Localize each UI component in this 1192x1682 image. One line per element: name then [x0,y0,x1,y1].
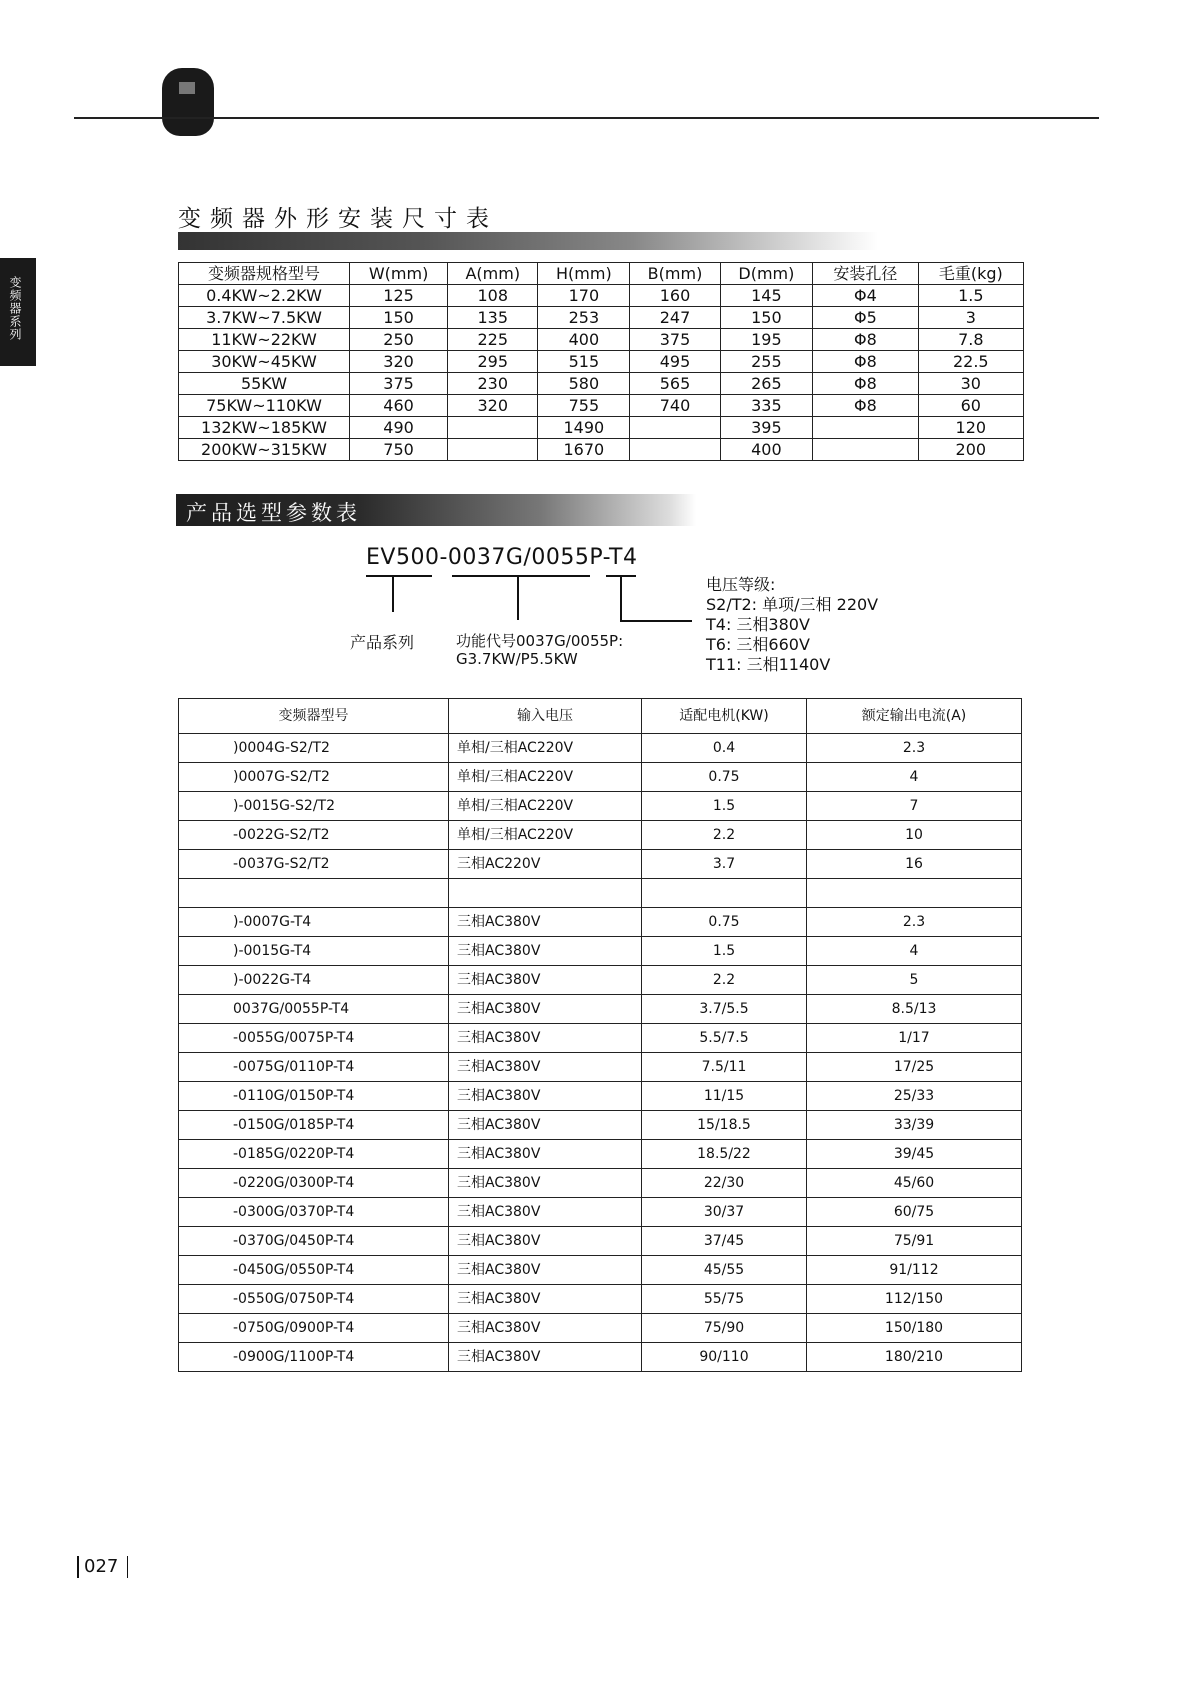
spec-cell: 17/25 [807,1053,1022,1082]
spec-row [179,966,1022,995]
dims-cell: 108 [448,285,538,307]
spec-cell: -0075G/0110P-T4 [179,1053,449,1082]
dims-cell: 250 [350,329,448,351]
spec-cell: -0022G-S2/T2 [179,821,449,850]
spec-cell: 22/30 [642,1169,807,1198]
dims-cell: Φ5 [813,307,919,329]
spec-cell: 5.5/7.5 [642,1024,807,1053]
dims-cell: 565 [630,373,720,395]
header-tab [162,68,214,136]
dims-cell: 395 [720,417,812,439]
spec-header-cell: 变频器型号 [179,699,449,734]
spec-cell: 0.75 [642,908,807,937]
spec-cell: -0037G-S2/T2 [179,850,449,879]
spec-header-cell: 输入电压 [449,699,642,734]
spec-cell: )-0015G-S2/T2 [179,792,449,821]
dims-cell: 253 [538,307,630,329]
spec-cell [449,879,642,908]
dims-cell: 195 [720,329,812,351]
dims-cell: 145 [720,285,812,307]
dims-cell: Φ8 [813,351,919,373]
spec-row [179,734,1022,763]
dims-cell [448,417,538,439]
spec-cell: 三相AC380V [449,937,642,966]
spec-cell: 18.5/22 [642,1140,807,1169]
spec-cell: 2.2 [642,821,807,850]
spec-cell: )0004G-S2/T2 [179,734,449,763]
dims-cell [813,417,919,439]
spec-cell: 11/15 [642,1082,807,1111]
spec-cell: -0110G/0150P-T4 [179,1082,449,1111]
side-tab-label: 变频器系列 [8,276,22,341]
dims-cell: 125 [350,285,448,307]
spec-cell: 单相/三相AC220V [449,763,642,792]
dims-cell: 375 [630,329,720,351]
dims-cell: 30KW~45KW [179,351,350,373]
spec-cell: -0150G/0185P-T4 [179,1111,449,1140]
spec-cell: 三相AC380V [449,1314,642,1343]
spec-cell: 三相AC380V [449,1111,642,1140]
dims-header-cell: 变频器规格型号 [179,263,350,285]
spec-cell: 16 [807,850,1022,879]
dims-row [179,395,1024,417]
dimensions-table [178,262,1024,461]
spec-cell: 4 [807,937,1022,966]
spec-row [179,937,1022,966]
spec-cell: )-0022G-T4 [179,966,449,995]
spec-row [179,1256,1022,1285]
spec-cell: )-0015G-T4 [179,937,449,966]
dims-cell: 265 [720,373,812,395]
section2-banner [176,494,696,526]
spec-cell: 180/210 [807,1343,1022,1372]
dims-cell [630,417,720,439]
dims-header-cell: B(mm) [630,263,720,285]
spec-cell: 3.7/5.5 [642,995,807,1024]
spec-row [179,821,1022,850]
spec-cell: 25/33 [807,1082,1022,1111]
spec-cell: 三相AC380V [449,1053,642,1082]
spec-cell: 91/112 [807,1256,1022,1285]
voltage-title: 电压等级: [706,575,776,594]
label-series: 产品系列 [350,633,415,652]
dims-row [179,351,1024,373]
spec-cell: 2.3 [807,908,1022,937]
dims-cell: 55KW [179,373,350,395]
dims-cell: 200 [918,439,1023,461]
spec-cell [807,879,1022,908]
spec-cell: 45/60 [807,1169,1022,1198]
spec-cell: 8.5/13 [807,995,1022,1024]
spec-cell: )-0007G-T4 [179,908,449,937]
dims-cell: 3 [918,307,1023,329]
spec-row [179,1053,1022,1082]
spec-cell: 三相AC380V [449,1256,642,1285]
spec-row [179,1169,1022,1198]
dims-header-row [179,263,1024,285]
spec-cell: -0220G/0300P-T4 [179,1169,449,1198]
leader-series [392,576,394,612]
spec-cell: -0550G/0750P-T4 [179,1285,449,1314]
spec-cell: 150/180 [807,1314,1022,1343]
spec-cell: 75/91 [807,1227,1022,1256]
dims-row [179,417,1024,439]
spec-row [179,1285,1022,1314]
dims-cell: 580 [538,373,630,395]
dims-cell: Φ4 [813,285,919,307]
spec-cell: 39/45 [807,1140,1022,1169]
voltage-line-2: T6: 三相660V [706,635,810,654]
spec-cell: 2.3 [807,734,1022,763]
dims-cell: 3.7KW~7.5KW [179,307,350,329]
dims-cell: 135 [448,307,538,329]
spec-cell: 三相AC380V [449,995,642,1024]
spec-cell: 33/39 [807,1111,1022,1140]
voltage-line-0: S2/T2: 单项/三相 220V [706,595,879,614]
model-code: EV500-0037G/0055P-T4 [366,545,638,570]
spec-row [179,763,1022,792]
label-function-2: G3.7KW/P5.5KW [456,650,578,668]
dims-cell: 75KW~110KW [179,395,350,417]
dims-cell: 150 [720,307,812,329]
dims-cell: 1670 [538,439,630,461]
voltage-line-3: T11: 三相1140V [706,655,831,674]
dims-cell: 132KW~185KW [179,417,350,439]
spec-row [179,1140,1022,1169]
dims-cell: 495 [630,351,720,373]
dims-cell: 225 [448,329,538,351]
spec-table [178,698,1022,1372]
spec-row [179,1111,1022,1140]
dims-cell: Φ8 [813,395,919,417]
dims-cell: 255 [720,351,812,373]
spec-cell: 三相AC380V [449,1082,642,1111]
dims-cell: 750 [350,439,448,461]
dims-cell: 320 [350,351,448,373]
spec-header-cell: 额定输出电流(A) [807,699,1022,734]
dims-cell: 460 [350,395,448,417]
spec-cell: 0.4 [642,734,807,763]
spec-row [179,1082,1022,1111]
dims-header-cell: D(mm) [720,263,812,285]
spec-cell [642,879,807,908]
spec-cell: 单相/三相AC220V [449,734,642,763]
dims-cell: 740 [630,395,720,417]
spec-cell: 7.5/11 [642,1053,807,1082]
dims-cell: 490 [350,417,448,439]
dims-cell: 515 [538,351,630,373]
spec-cell: 4 [807,763,1022,792]
spec-row [179,850,1022,879]
spec-cell: -0055G/0075P-T4 [179,1024,449,1053]
dims-cell: 320 [448,395,538,417]
dims-row [179,439,1024,461]
spec-cell: 单相/三相AC220V [449,821,642,850]
spec-cell: 1.5 [642,937,807,966]
spec-cell: 1/17 [807,1024,1022,1053]
dims-row [179,285,1024,307]
dims-cell: 22.5 [918,351,1023,373]
spec-cell: 55/75 [642,1285,807,1314]
spec-cell: 三相AC380V [449,1198,642,1227]
spec-row [179,1198,1022,1227]
spec-row [179,995,1022,1024]
dims-row [179,373,1024,395]
dims-cell: 400 [720,439,812,461]
spec-cell: 三相AC380V [449,966,642,995]
leader-function [517,576,519,620]
dims-header-cell: 毛重(kg) [918,263,1023,285]
spec-header-cell: 适配电机(KW) [642,699,807,734]
spec-cell: 三相AC380V [449,1024,642,1053]
voltage-line-1: T4: 三相380V [706,615,810,634]
spec-cell: 三相AC220V [449,850,642,879]
dims-cell: 1490 [538,417,630,439]
spec-cell: 30/37 [642,1198,807,1227]
section1-title-bar [178,232,878,250]
spec-cell: -0370G/0450P-T4 [179,1227,449,1256]
spec-row [179,1343,1022,1372]
dims-cell: 30 [918,373,1023,395]
spec-cell: 单相/三相AC220V [449,792,642,821]
page-number: 027 [84,1556,119,1577]
tab-logo-icon [179,82,195,94]
dims-cell: Φ8 [813,329,919,351]
section1-title: 变频器外形安装尺寸表 [178,206,498,232]
spec-cell: 60/75 [807,1198,1022,1227]
spec-cell: 三相AC380V [449,1285,642,1314]
dims-cell: 7.8 [918,329,1023,351]
dims-cell: 755 [538,395,630,417]
dims-cell [813,439,919,461]
spec-cell: 15/18.5 [642,1111,807,1140]
spec-row [179,792,1022,821]
section2-title: 产品选型参数表 [186,501,361,525]
spec-row [179,1024,1022,1053]
dims-cell: 0.4KW~2.2KW [179,285,350,307]
dims-header-cell: A(mm) [448,263,538,285]
spec-cell: 37/45 [642,1227,807,1256]
dims-cell: 60 [918,395,1023,417]
spec-cell: 112/150 [807,1285,1022,1314]
leader-voltage-h [620,620,692,622]
dims-cell: 170 [538,285,630,307]
dims-cell: 335 [720,395,812,417]
spec-cell: 三相AC380V [449,1140,642,1169]
spec-cell: 三相AC380V [449,1227,642,1256]
dims-cell: 150 [350,307,448,329]
code-underline-function [452,575,590,577]
spec-cell: 0037G/0055P-T4 [179,995,449,1024]
spec-cell: 1.5 [642,792,807,821]
spec-cell: 45/55 [642,1256,807,1285]
spec-row [179,879,1022,908]
spec-cell: -0450G/0550P-T4 [179,1256,449,1285]
leader-voltage [620,576,622,621]
spec-cell: 0.75 [642,763,807,792]
code-underline-series [366,575,432,577]
spec-cell: 75/90 [642,1314,807,1343]
spec-cell [179,879,449,908]
dims-row [179,329,1024,351]
spec-cell: )0007G-S2/T2 [179,763,449,792]
spec-row [179,1227,1022,1256]
dims-cell: 160 [630,285,720,307]
spec-cell: 3.7 [642,850,807,879]
spec-cell: 三相AC380V [449,1169,642,1198]
dims-cell: 375 [350,373,448,395]
dims-row [179,307,1024,329]
spec-cell: -0300G/0370P-T4 [179,1198,449,1227]
dims-cell: 400 [538,329,630,351]
dims-cell: 200KW~315KW [179,439,350,461]
dims-cell [448,439,538,461]
dims-header-cell: H(mm) [538,263,630,285]
spec-cell: 2.2 [642,966,807,995]
dims-cell: 120 [918,417,1023,439]
spec-cell: 10 [807,821,1022,850]
dims-header-cell: 安装孔径 [813,263,919,285]
dims-cell: 1.5 [918,285,1023,307]
spec-cell: 三相AC380V [449,1343,642,1372]
dims-header-cell: W(mm) [350,263,448,285]
dims-cell: 247 [630,307,720,329]
spec-cell: -0900G/1100P-T4 [179,1343,449,1372]
header-rule [74,117,1099,119]
dims-cell [630,439,720,461]
dims-cell: 230 [448,373,538,395]
dims-cell: Φ8 [813,373,919,395]
dims-cell: 295 [448,351,538,373]
dims-cell: 11KW~22KW [179,329,350,351]
spec-cell: 三相AC380V [449,908,642,937]
spec-cell: 7 [807,792,1022,821]
spec-cell: -0185G/0220P-T4 [179,1140,449,1169]
spec-row [179,1314,1022,1343]
spec-cell: 90/110 [642,1343,807,1372]
spec-cell: -0750G/0900P-T4 [179,1314,449,1343]
spec-row [179,908,1022,937]
spec-header-row [179,699,1022,734]
side-tab [0,258,36,366]
spec-cell: 5 [807,966,1022,995]
label-function-1: 功能代号0037G/0055P: [456,632,624,650]
